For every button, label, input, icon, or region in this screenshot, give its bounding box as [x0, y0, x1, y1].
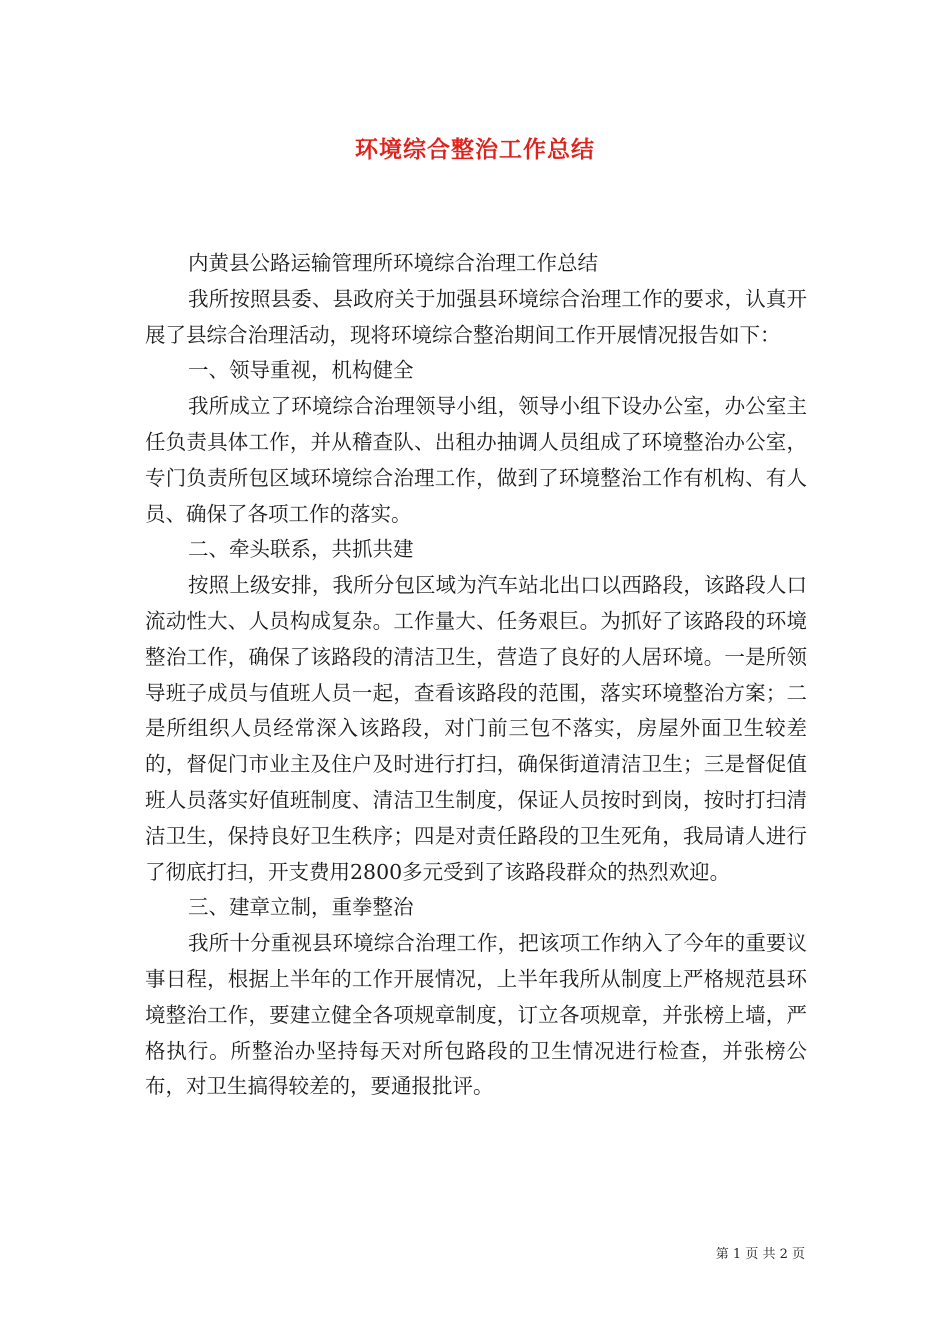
paragraph-section-1: 我所成立了环境综合治理领导小组，领导小组下设办公室，办公室主任负责具体工作，并从稽查队、出租办抽调人员组成了环境整治办公室，专门负责所包区域环境综合治理工作，做到了环境整治工作有机构、有人员、确保了各项工作的落实。: [145, 394, 807, 526]
paragraph-intro: 我所按照县委、县政府关于加强县环境综合治理工作的要求，认真开展了县综合治理活动，现将环境综合整治期间工作开展情况报告如下：: [145, 286, 807, 347]
paragraph-section-3: 我所十分重视县环境综合治理工作，把该项工作纳入了今年的重要议事日程，根据上半年的工作开展情况，上半年我所从制度上严格规范县环境整治工作，要建立健全各项规章制度，订立各项规章，并张榜上墙，严格执行。所整治办坚持每天对所包路段的卫生情况进行检查，并张榜公布，对卫生搞得较差的，要通报批评。: [145, 931, 807, 1099]
section-heading-3: 三、建章立制，重拳整治: [188, 895, 414, 920]
document-subtitle: 内黄县公路运输管理所环境综合治理工作总结: [188, 251, 599, 275]
page-number-footer: 第 1 页 共 2 页: [715, 1247, 805, 1262]
document-title: 环境综合整治工作总结: [355, 136, 595, 163]
section-heading-2: 二、牵头联系，共抓共建: [188, 537, 414, 562]
document-body: [145, 246, 807, 1105]
paragraph-section-2: 按照上级安排，我所分包区域为汽车站北出口以西路段，该路段人口流动性大、人员构成复杂。工作量大、任务艰巨。为抓好了该路段的环境整治工作，确保了该路段的清洁卫生，营造了良好的人居环境。一是所领导班子成员与值班人员一起，查看该路段的范围，落实环境整治方案；二是所组织人员经常深入该路段，对门前三包不落实，房屋外面卫生较差的，督促门市业主及住户及时进行打扫，确保街道清洁卫生；三是督促值班人员落实好值班制度、清洁卫生制度，保证人员按时到岗，按时打扫清洁卫生，保持良好卫生秩序；四是对责任路段的卫生死角，我局请人进行了彻底打扫，开支费用2800多元受到了该路段群众的热烈欢迎。: [145, 573, 807, 884]
section-heading-1: 一、领导重视，机构健全: [188, 358, 414, 383]
